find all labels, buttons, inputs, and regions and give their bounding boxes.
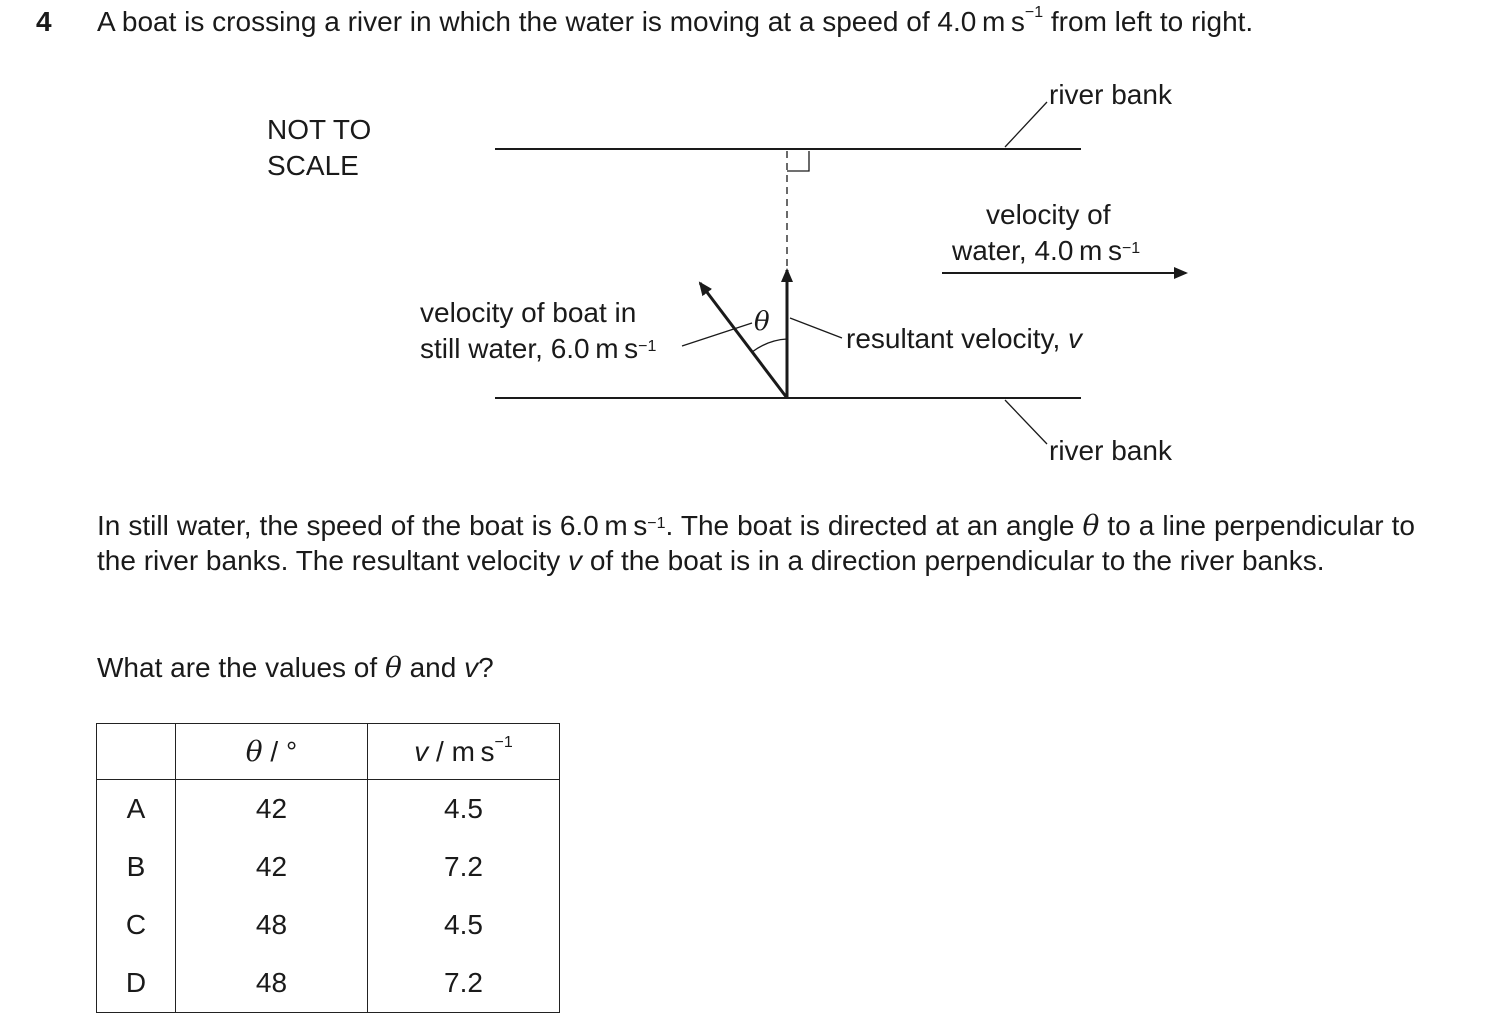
table-row[interactable]: [97, 896, 560, 954]
header-v: [368, 724, 560, 780]
theta-angle-arc: [752, 339, 787, 352]
table-header-row: [97, 724, 560, 780]
table-row[interactable]: [97, 954, 560, 1013]
option-letter: D: [97, 954, 176, 1013]
resultant-text: resultant velocity,: [846, 323, 1069, 354]
boat-velocity-label-line1: velocity of boat in: [420, 297, 637, 328]
paragraph-text-4: of the boat is in a direction perpendicular to the river banks.: [582, 545, 1325, 576]
paragraph-v: v: [568, 545, 583, 576]
resultant-symbol: v: [1068, 323, 1083, 354]
option-letter: B: [97, 838, 176, 896]
table-row[interactable]: [97, 780, 560, 839]
bottom-bank-leader: [1005, 400, 1047, 444]
option-v-value: 4.5: [368, 896, 560, 954]
intro-exponent: −1: [1024, 4, 1044, 21]
water-velocity-label-line1: velocity of: [986, 199, 1111, 230]
water-velocity-exponent: −1: [1121, 240, 1141, 257]
option-theta-value: 42: [176, 838, 368, 896]
intro-text: A boat is crossing a river in which the water is moving at a speed of 4.0 m s: [97, 6, 1025, 37]
problem-paragraph: [97, 508, 1415, 578]
question-prompt: [97, 651, 494, 684]
paragraph-exponent: −1: [647, 515, 666, 532]
option-letter: C: [97, 896, 176, 954]
option-v-value: 7.2: [368, 954, 560, 1013]
river-diagram: [0, 0, 1500, 500]
paragraph-text-1: In still water, the speed of the boat is 6.0 m s: [97, 510, 648, 541]
water-velocity-label-line2: [952, 233, 1140, 269]
boat-label-leader: [682, 323, 752, 346]
table-row[interactable]: [97, 838, 560, 896]
header-v-symbol: v: [414, 735, 429, 767]
not-to-scale-line2: SCALE: [267, 150, 359, 181]
intro-text-end: from left to right.: [1043, 6, 1254, 37]
option-v-value: 4.5: [368, 780, 560, 839]
paragraph-text-2: . The boat is directed at an angle: [665, 510, 1083, 541]
header-empty-cell: [97, 724, 176, 780]
prompt-v: v: [464, 652, 479, 683]
prompt-text-3: ?: [478, 652, 494, 683]
river-bank-label-top: river bank: [1049, 79, 1172, 110]
paragraph-theta: θ: [1082, 509, 1100, 542]
header-v-unit: / m s: [428, 735, 495, 767]
boat-velocity-text: still water, 6.0 m s: [420, 333, 639, 364]
resultant-label-leader: [790, 318, 842, 338]
header-theta-symbol: θ: [245, 735, 263, 768]
header-v-exponent: −1: [494, 733, 513, 751]
answer-options-table: [96, 723, 560, 1013]
prompt-text-1: What are the values of: [97, 652, 385, 683]
theta-label: θ: [754, 307, 770, 337]
option-v-value: 7.2: [368, 838, 560, 896]
water-velocity-text: water, 4.0 m s: [952, 235, 1122, 266]
resultant-velocity-label: [846, 321, 1082, 357]
boat-velocity-exponent: −1: [638, 338, 657, 355]
boat-velocity-label-line2: [420, 331, 656, 367]
option-letter: A: [97, 780, 176, 839]
prompt-text-2: and: [401, 652, 465, 683]
river-bank-label-bottom: river bank: [1049, 435, 1172, 466]
right-angle-marker: [787, 151, 809, 171]
top-bank-leader: [1005, 102, 1047, 147]
prompt-theta: θ: [384, 651, 402, 684]
option-theta-value: 48: [176, 896, 368, 954]
paragraph-text-3: to a line perpendicular to the river banks. The resultant velocity: [97, 510, 1415, 576]
header-theta-unit: / °: [262, 736, 298, 767]
header-theta: [176, 724, 368, 780]
option-theta-value: 48: [176, 954, 368, 1013]
option-theta-value: 42: [176, 780, 368, 839]
question-number: 4: [36, 6, 52, 37]
not-to-scale-line1: NOT TO: [267, 114, 372, 145]
